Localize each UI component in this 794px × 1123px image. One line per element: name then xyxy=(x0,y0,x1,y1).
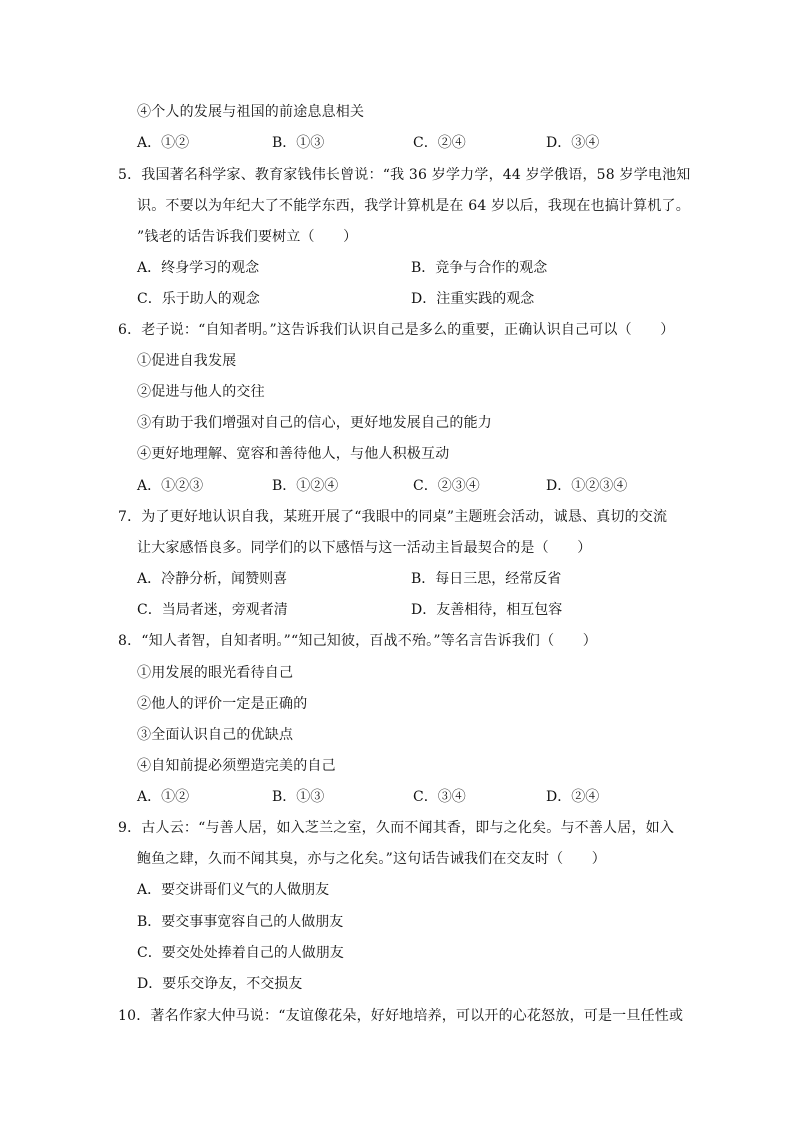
q8-item-4: ④自知前提必须塑造完美的自己 xyxy=(137,758,336,774)
q7-option-c: C．当局者迷，旁观者清 xyxy=(137,602,288,618)
q9-stem-line1: 9．古人云：“与善人居，如入芝兰之室，久而不闻其香，即与之化矣。与不善人居，如入 xyxy=(118,820,675,836)
q6-option-c: C．②③④ xyxy=(413,478,480,494)
q8-option-c: C．③④ xyxy=(413,789,466,805)
q6-item-2: ②促进与他人的交往 xyxy=(137,384,265,400)
q9-option-b: B．要交事事宽容自己的人做朋友 xyxy=(137,914,344,930)
q4-option-a: A．①② xyxy=(137,135,190,151)
q8-option-b: B．①③ xyxy=(272,789,325,805)
q5-option-b: B．竞争与合作的观念 xyxy=(411,260,548,276)
q4-option-c: C．②④ xyxy=(413,135,466,151)
q7-option-a: A．冷静分析，闻赞则喜 xyxy=(137,571,288,587)
q9-option-a: A．要交讲哥们义气的人做朋友 xyxy=(137,882,330,898)
q7-stem-line1: 7．为了更好地认识自我，某班开展了“我眼中的同桌”主题班会活动，诚恳、真切的交流 xyxy=(118,509,668,525)
q5-stem-line1: 5．我国著名科学家、教育家钱伟长曾说：“我 36 岁学力学，44 岁学俄语，58 岁学电池知 xyxy=(118,167,691,183)
q7-option-d: D．友善相待，相互包容 xyxy=(411,602,563,618)
q5-option-a: A．终身学习的观念 xyxy=(137,260,260,276)
q8-option-d: D．②④ xyxy=(546,789,600,805)
q6-option-b: B．①②④ xyxy=(272,478,339,494)
q4-item-4: ④个人的发展与祖国的前途息息相关 xyxy=(137,104,365,120)
q6-item-4: ④更好地理解、宽容和善待他人，与他人积极互动 xyxy=(137,446,450,462)
q6-item-1: ①促进自我发展 xyxy=(137,353,237,369)
q5-stem-line3: ”钱老的话告诉我们要树立（ ） xyxy=(137,229,358,245)
q5-option-c: C．乐于助人的观念 xyxy=(137,291,260,307)
q4-option-b: B．①③ xyxy=(272,135,325,151)
q8-item-3: ③全面认识自己的优缺点 xyxy=(137,727,294,743)
q10-stem-line1: 10．著名作家大仲马说：“友谊像花朵，好好地培养，可以开的心花怒放，可是一旦任性或 xyxy=(118,1008,684,1024)
q4-option-d: D．③④ xyxy=(546,135,600,151)
q5-stem-line2: 识。不要以为年纪大了不能学东西，我学计算机是在 64 岁以后，我现在也搞计算机了。 xyxy=(137,198,690,214)
q6-stem-line1: 6．老子说：“自知者明。”这告诉我们认识自己是多么的重要，正确认识自己可以（ ） xyxy=(118,322,675,338)
q8-item-1: ①用发展的眼光看待自己 xyxy=(137,665,294,681)
q8-item-2: ②他人的评价一定是正确的 xyxy=(137,696,308,712)
q6-option-a: A．①②③ xyxy=(137,478,204,494)
q7-stem-line2: 让大家感悟良多。同学们的以下感悟与这一活动主旨最契合的是（ ） xyxy=(137,540,592,556)
q5-option-d: D．注重实践的观念 xyxy=(411,291,535,307)
q6-item-3: ③有助于我们增强对自己的信心，更好地发展自己的能力 xyxy=(137,415,492,431)
q9-option-c: C．要交处处捧着自己的人做朋友 xyxy=(137,945,344,961)
q8-stem-line1: 8．“知人者智，自知者明。”“知己知彼，百战不殆。”等名言告诉我们（ ） xyxy=(118,633,597,649)
q6-option-d: D．①②③④ xyxy=(546,478,628,494)
q9-stem-line2: 鲍鱼之肆，久而不闻其臭，亦与之化矣。”这句话告诫我们在交友时（ ） xyxy=(137,851,606,867)
q9-option-d: D．要乐交诤友，不交损友 xyxy=(137,976,303,992)
q8-option-a: A．①② xyxy=(137,789,190,805)
q7-option-b: B．每日三思，经常反省 xyxy=(411,571,562,587)
